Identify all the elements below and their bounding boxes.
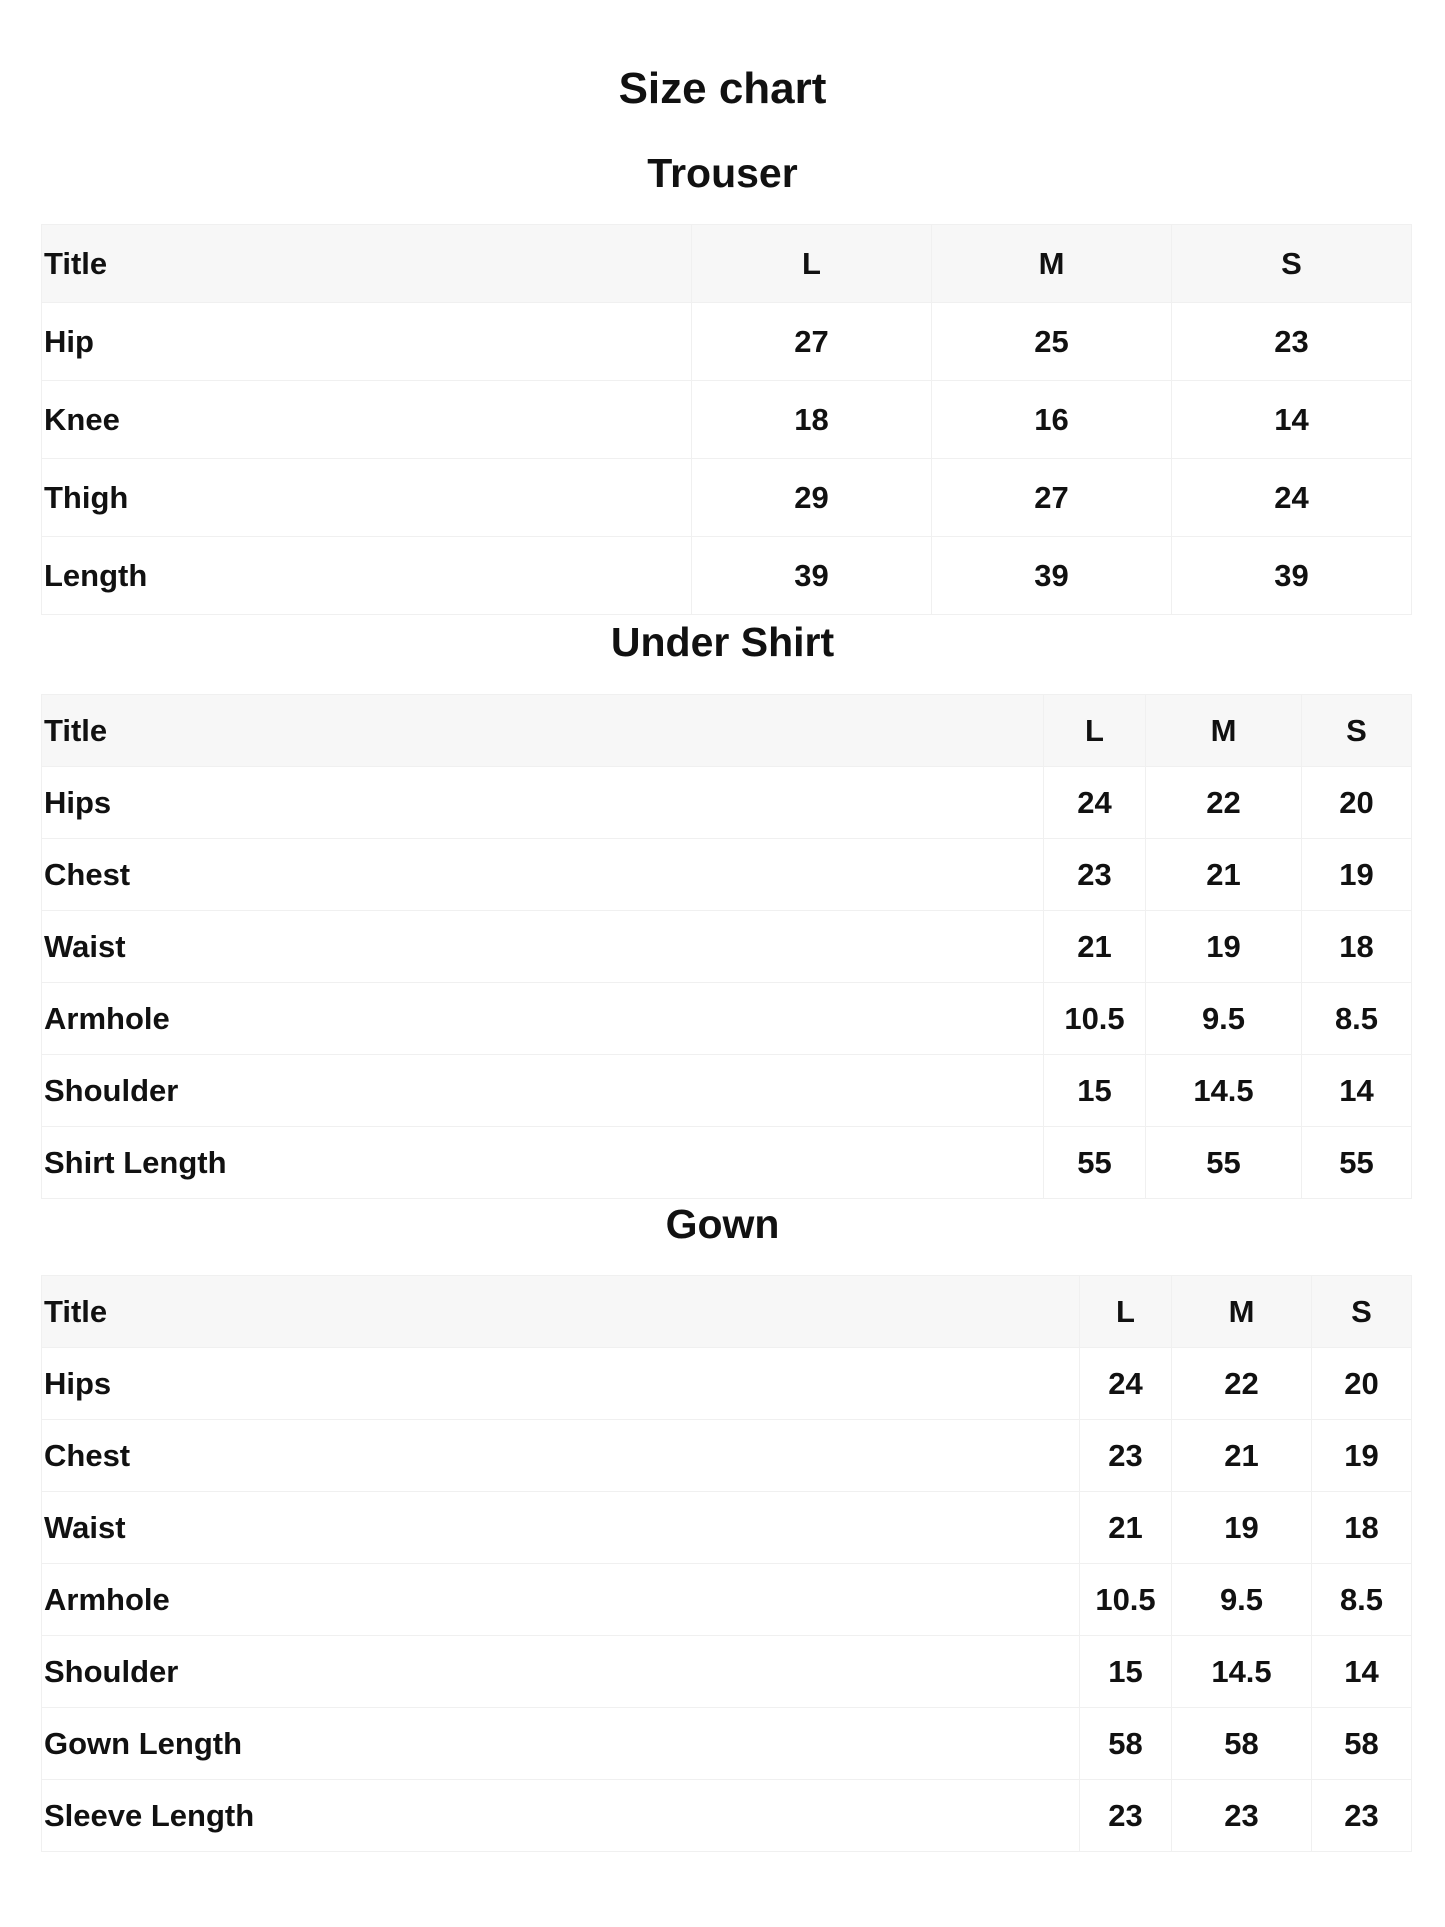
cell-value-s: 14 bbox=[1172, 381, 1412, 459]
cell-value-s: 23 bbox=[1172, 303, 1412, 381]
column-header-m: M bbox=[932, 225, 1172, 303]
column-header-s: S bbox=[1302, 695, 1412, 767]
table-row bbox=[42, 767, 1412, 839]
cell-value-m: 14.5 bbox=[1172, 1636, 1312, 1708]
cell-value-m: 27 bbox=[932, 459, 1172, 537]
table-row bbox=[42, 381, 1412, 459]
cell-value-s: 24 bbox=[1172, 459, 1412, 537]
cell-value-s: 8.5 bbox=[1312, 1564, 1412, 1636]
cell-value-s: 19 bbox=[1302, 839, 1412, 911]
table-header-row bbox=[42, 1276, 1412, 1348]
cell-value-m: 23 bbox=[1172, 1780, 1312, 1852]
table-header-row bbox=[42, 695, 1412, 767]
cell-value-m: 58 bbox=[1172, 1708, 1312, 1780]
table-row bbox=[42, 1708, 1412, 1780]
cell-value-m: 55 bbox=[1146, 1127, 1302, 1199]
cell-value-l: 10.5 bbox=[1044, 983, 1146, 1055]
cell-value-l: 10.5 bbox=[1080, 1564, 1172, 1636]
row-label: Armhole bbox=[42, 983, 1044, 1055]
table-row bbox=[42, 1564, 1412, 1636]
cell-value-m: 22 bbox=[1146, 767, 1302, 839]
cell-value-l: 55 bbox=[1044, 1127, 1146, 1199]
row-label: Hips bbox=[42, 767, 1044, 839]
table-row bbox=[42, 1348, 1412, 1420]
table-row bbox=[42, 1127, 1412, 1199]
row-label: Length bbox=[42, 537, 692, 615]
table-row bbox=[42, 1636, 1412, 1708]
row-label: Thigh bbox=[42, 459, 692, 537]
row-label: Knee bbox=[42, 381, 692, 459]
column-header-title: Title bbox=[42, 695, 1044, 767]
section-title-gown: Gown bbox=[665, 1201, 780, 1247]
table-row bbox=[42, 983, 1412, 1055]
cell-value-s: 14 bbox=[1302, 1055, 1412, 1127]
row-label: Chest bbox=[42, 839, 1044, 911]
cell-value-m: 19 bbox=[1146, 911, 1302, 983]
table-header-row bbox=[42, 225, 1412, 303]
cell-value-l: 21 bbox=[1080, 1492, 1172, 1564]
cell-value-m: 21 bbox=[1172, 1420, 1312, 1492]
table-row bbox=[42, 459, 1412, 537]
cell-value-l: 58 bbox=[1080, 1708, 1172, 1780]
table-row bbox=[42, 303, 1412, 381]
cell-value-s: 55 bbox=[1302, 1127, 1412, 1199]
section-title-under-shirt: Under Shirt bbox=[610, 619, 835, 665]
table-row bbox=[42, 537, 1412, 615]
cell-value-l: 27 bbox=[692, 303, 932, 381]
trouser-size-table bbox=[41, 224, 1412, 615]
cell-value-m: 9.5 bbox=[1146, 983, 1302, 1055]
cell-value-m: 16 bbox=[932, 381, 1172, 459]
cell-value-s: 19 bbox=[1312, 1420, 1412, 1492]
cell-value-l: 24 bbox=[1044, 767, 1146, 839]
column-header-l: L bbox=[1080, 1276, 1172, 1348]
cell-value-m: 22 bbox=[1172, 1348, 1312, 1420]
cell-value-l: 39 bbox=[692, 537, 932, 615]
column-header-title: Title bbox=[42, 225, 692, 303]
row-label: Sleeve Length bbox=[42, 1780, 1080, 1852]
cell-value-s: 18 bbox=[1312, 1492, 1412, 1564]
cell-value-m: 9.5 bbox=[1172, 1564, 1312, 1636]
under-shirt-size-table bbox=[41, 694, 1412, 1199]
cell-value-s: 20 bbox=[1302, 767, 1412, 839]
cell-value-l: 23 bbox=[1044, 839, 1146, 911]
row-label: Shirt Length bbox=[42, 1127, 1044, 1199]
row-label: Hips bbox=[42, 1348, 1080, 1420]
cell-value-s: 23 bbox=[1312, 1780, 1412, 1852]
cell-value-s: 18 bbox=[1302, 911, 1412, 983]
row-label: Waist bbox=[42, 1492, 1080, 1564]
table-row bbox=[42, 911, 1412, 983]
cell-value-l: 15 bbox=[1044, 1055, 1146, 1127]
cell-value-m: 21 bbox=[1146, 839, 1302, 911]
column-header-title: Title bbox=[42, 1276, 1080, 1348]
cell-value-l: 15 bbox=[1080, 1636, 1172, 1708]
table-row bbox=[42, 1420, 1412, 1492]
row-label: Gown Length bbox=[42, 1708, 1080, 1780]
column-header-m: M bbox=[1172, 1276, 1312, 1348]
cell-value-l: 21 bbox=[1044, 911, 1146, 983]
cell-value-l: 18 bbox=[692, 381, 932, 459]
row-label: Chest bbox=[42, 1420, 1080, 1492]
cell-value-l: 24 bbox=[1080, 1348, 1172, 1420]
row-label: Shoulder bbox=[42, 1636, 1080, 1708]
cell-value-l: 23 bbox=[1080, 1780, 1172, 1852]
column-header-s: S bbox=[1312, 1276, 1412, 1348]
table-row bbox=[42, 1055, 1412, 1127]
cell-value-l: 23 bbox=[1080, 1420, 1172, 1492]
page-title: Size chart bbox=[618, 64, 827, 113]
section-title-trouser: Trouser bbox=[647, 150, 798, 196]
cell-value-s: 39 bbox=[1172, 537, 1412, 615]
table-row bbox=[42, 1492, 1412, 1564]
cell-value-m: 25 bbox=[932, 303, 1172, 381]
column-header-l: L bbox=[1044, 695, 1146, 767]
column-header-m: M bbox=[1146, 695, 1302, 767]
cell-value-s: 8.5 bbox=[1302, 983, 1412, 1055]
row-label: Hip bbox=[42, 303, 692, 381]
cell-value-l: 29 bbox=[692, 459, 932, 537]
cell-value-s: 14 bbox=[1312, 1636, 1412, 1708]
row-label: Armhole bbox=[42, 1564, 1080, 1636]
table-row bbox=[42, 839, 1412, 911]
table-row bbox=[42, 1780, 1412, 1852]
cell-value-m: 14.5 bbox=[1146, 1055, 1302, 1127]
row-label: Waist bbox=[42, 911, 1044, 983]
gown-size-table bbox=[41, 1275, 1412, 1852]
cell-value-s: 58 bbox=[1312, 1708, 1412, 1780]
row-label: Shoulder bbox=[42, 1055, 1044, 1127]
cell-value-s: 20 bbox=[1312, 1348, 1412, 1420]
cell-value-m: 19 bbox=[1172, 1492, 1312, 1564]
column-header-s: S bbox=[1172, 225, 1412, 303]
column-header-l: L bbox=[692, 225, 932, 303]
cell-value-m: 39 bbox=[932, 537, 1172, 615]
